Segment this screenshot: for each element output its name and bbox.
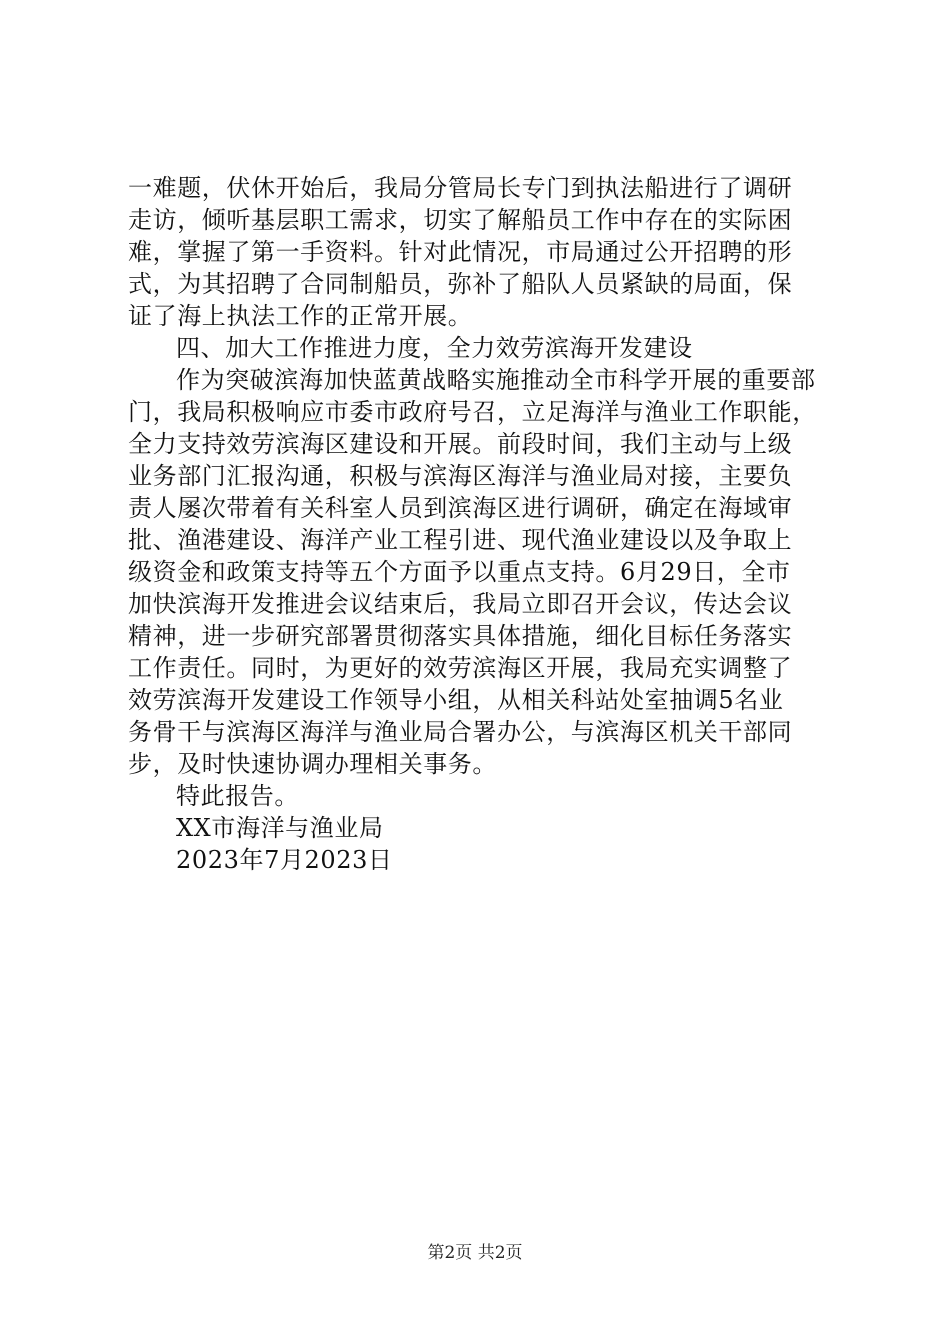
page-footer: 第2页 共2页 — [427, 1243, 523, 1263]
text-line: 级资金和政策支持等五个方面予以重点支持。6月29日，全市 — [128, 558, 791, 586]
text-line: 务骨干与滨海区海洋与渔业局合署办公，与滨海区机关干部同 — [128, 718, 793, 746]
text-line: 责人屡次带着有关科室人员到滨海区进行调研，确定在海域审 — [128, 494, 793, 522]
text-line: 批、渔港建设、海洋产业工程引进、现代渔业建设以及争取上 — [128, 526, 793, 554]
text-line: 难，掌握了第一手资料。针对此情况，市局通过公开招聘的形 — [128, 238, 793, 266]
text-line: 作为突破滨海加快蓝黄战略实施推动全市科学开展的重要部 — [176, 366, 816, 394]
text-line: 加快滨海开发推进会议结束后，我局立即召开会议，传达会议 — [128, 590, 793, 618]
text-line: 走访，倾听基层职工需求，切实了解船员工作中存在的实际困 — [128, 206, 793, 234]
text-line: 特此报告。 — [176, 782, 299, 810]
text-line: 工作责任。同时，为更好的效劳滨海区开展，我局充实调整了 — [128, 654, 793, 682]
text-line: 步，及时快速协调办理相关事务。 — [128, 750, 497, 778]
document-body — [128, 172, 828, 876]
text-line: 一难题，伏休开始后，我局分管局长专门到执法船进行了调研 — [128, 174, 793, 202]
text-line: 式，为其招聘了合同制船员，弥补了船队人员紧缺的局面，保 — [128, 270, 793, 298]
text-line: 门，我局积极响应市委市政府号召，立足海洋与渔业工作职能， — [128, 398, 817, 426]
text-line: 精神，进一步研究部署贯彻落实具体措施，细化目标任务落实 — [128, 622, 793, 650]
text-line: 2023年7月2023日 — [176, 846, 393, 874]
text-line: 效劳滨海开发建设工作领导小组，从相关科站处室抽调5名业 — [128, 686, 784, 714]
text-line: 全力支持效劳滨海区建设和开展。前段时间，我们主动与上级 — [128, 430, 793, 458]
text-line: 业务部门汇报沟通，积极与滨海区海洋与渔业局对接，主要负 — [128, 462, 793, 490]
text-line: XX市海洋与渔业局 — [176, 814, 384, 842]
text-line: 四、加大工作推进力度，全力效劳滨海开发建设 — [176, 334, 693, 362]
text-line: 证了海上执法工作的正常开展。 — [128, 302, 473, 330]
